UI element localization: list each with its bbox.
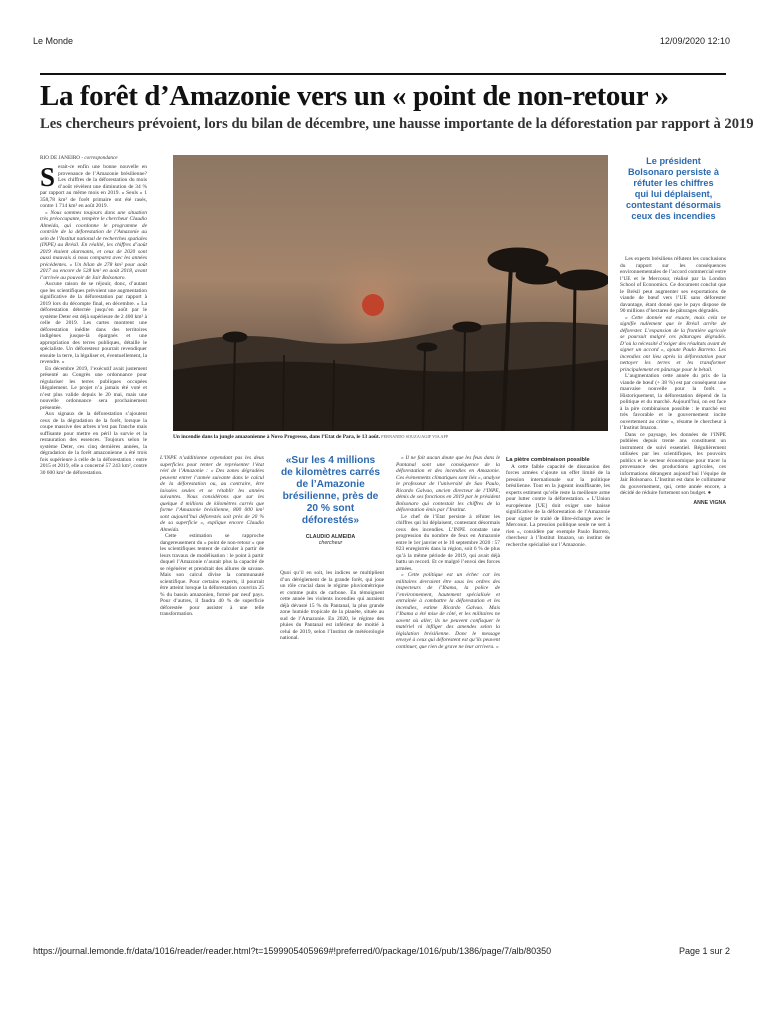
article-column-3 <box>396 455 500 754</box>
drop-cap: S <box>40 164 56 192</box>
article-column-2 <box>160 455 264 754</box>
paragraph: Dans ce paysage, les données de l’INPE publiées depuis trente ans constituent un instrument de suivi essentiel. Régulièrement utilisées par les scientifiques, les pouvoirs publics et le secteur économique pour tracer la provenance des productions agricoles, ces informations dérangent aujourd’hui l’équipe de Jair Bolsonaro. L’Institut est dans le collimateur du gouvernement, qui, cette année encore, a décidé de réduire fortement son budget. ● <box>620 431 726 496</box>
print-footer <box>33 946 730 958</box>
paragraph: « Il ne fait aucun doute que les feux dans le Pantanal sont une conséquence de la déforestation et des incendies en Amazonie. Ces évènements climatiques sont liés », analyse le professeur de l’université de Sao Paulo, Ricardo Galvao, ancien directeur de l’INPE, démis de ses fonctions en 2019 par le président Bolsonaro qui contestait les chiffres de la déforestation émis par l’Institut. <box>396 455 500 513</box>
top-rule <box>40 73 726 75</box>
caption-text: Un incendie dans la jungle amazonienne à Novo Progresso, dans l’Etat de Para, le 13 août. <box>173 434 381 440</box>
article-column-5 <box>620 256 726 754</box>
byline <box>40 155 118 161</box>
print-url: https://journal.lemonde.fr/data/1016/reader/reader.html?t=1599905405969#!preferred/0/package/1016/pub/1386/page/7/alb/80350 <box>33 946 552 956</box>
article-column-4 <box>506 455 610 754</box>
article-column-1 <box>40 164 147 754</box>
paragraph: erait-ce enfin une bonne nouvelle en provenance de l’Amazonie brésilienne? Les chiffres de la déforestation du mois d’août révèlent une diminution de 34 % par rapport au même mois en 2019. « Seuls » 1 358,78 km² de forêt primaire ont été rasés, contre 1 714 km² en août 2019. <box>40 164 147 209</box>
photo-credit: FERNANDO SOUZA/AGIF VIA AFP <box>380 434 449 439</box>
section-heading: La piètre combinaison possible <box>506 457 590 463</box>
byline-role: - correspondance <box>80 155 118 161</box>
print-page-number: Page 1 sur 2 <box>678 946 730 956</box>
paragraph: Aucune raison de se réjouir, donc, d’autant que les scientifiques prévoient une augmentation significative de la déforestation par rapport à 2019 lors du décompte final, en décembre. « La déforestation détectée jusqu’en août par le système Deter est déjà supérieure de 2 400 km² à celle de 2019. Les cartes montrent une déforestation inédite dans des territoires indigènes jusque-là épargnés et une appropriation des terres publiques, détaille le spécialiste. Un déforesteur pourrait revendiquer ensuite la terre, la légaliser et, éventuellement, la revendre. » <box>40 281 147 365</box>
paragraph: Cette estimation se rapproche dangereusement du « point de non-retour » que les scientifiques tentent de calculer à partir de leurs travaux de modélisation : le point à partir duquel l’Amazonie n’aurait plus la capacité de se régénérer et prendrait des allures de savane. Mais son calcul divise la communauté scientifique. Pour certains experts, il pourrait être atteint lorsque la déforestation couvrira 25 % du bassin amazonien, formé par neuf pays. Pour d’autres, il faudra 40 % de superficie déforestée pour assister à une telle transformation. <box>160 533 264 617</box>
paragraph: L’augmentation cette année du prix de la viande de bœuf (+ 38 %) est par conséquent une mauvaise nouvelle pour la forêt. « Historiquement, la déforestation dépend de la politique et du marché. Aujourd’hui, on est face à la pire combinaison possible : le marché est très favorable et le gouvernement incite ouvertement au crime », résume le chercheur à l’Institut Imazon. <box>620 373 726 431</box>
article-column-3a <box>280 570 384 754</box>
pull-quote <box>280 455 381 546</box>
sun <box>362 294 384 316</box>
article-subhead: Les chercheurs prévoient, lors du bilan de décembre, une hausse importante de la déforestation par rapport à 2019 <box>40 116 754 132</box>
byline-place: RIO DE JANEIRO <box>40 155 81 161</box>
paragraph: A cette faible capacité de dissuasion des forces armées s’ajoute un effet limité de la pression internationale sur la politique brésilienne. Tout en la jugeant insuffisante, les experts estiment qu’elle reste la meilleure arme pour lutter contre la déforestation. « L’Union européenne [UE] doit exiger une baisse significative de la déforestation de l’Amazonie pour signer le traité de libre-échange avec le Mercosur. La pression politique seule ne sert à rien », considère par exemple Paulo Barreto, chercheur à l’Institut Imazon, un institut de recherche spécialisé sur l’Amazonie. <box>506 463 610 548</box>
pull-quote-text: «Sur les 4 millions de kilomètres carrés de l’Amazonie brésilienne, près de 20 % sont déforestés» <box>280 455 381 526</box>
paragraph: Quoi qu’il en soit, les indices se multiplient d’un dérèglement de la grande forêt, qui joue un rôle crucial dans le régime pluviométrique et comme puits de carbone. En témoignent cette année les violents incendies qui auraient déjà dévasté 15 % du Pantanal, la plus grande zone humide tropicale de la planète, située au sud de l’Amazonie. En 2020, le régime des pluies du Pantanal est inférieur de moitié à celui de 2019, selon l’Institut de météorologie national. <box>280 570 384 641</box>
newspaper-page <box>40 70 754 754</box>
print-header <box>33 36 730 48</box>
forest-fire-photo <box>173 155 608 431</box>
paragraph: « Cette politique est un échec car les militaires devraient être sous les ordres des inspecteurs de l’Ibama, la police de l’environnement, hautement spécialisée et entraînée à combattre la déforestation et les incendies, estime Ricardo Galvao. Mais l’Ibama a été mise de côté, et les militaires ne savent où aller, ils ne peuvent confisquer le matériel ni infliger des amendes selon la législation brésilienne. Donc le message envoyé à ceux qui déforestent est qu’ils peuvent continuer, que rien de grave ne leur arrivera. » <box>396 572 500 650</box>
photo-caption <box>173 434 613 440</box>
sidebar-quote: Le président Bolsonaro persiste à réfuter les chiffres qui lui déplaisent, contestant désormais ceux des incendies <box>626 156 721 221</box>
print-source: Le Monde <box>33 36 74 46</box>
paragraph: « Cette donnée est exacte, mais cela ne signifie nullement que le Brésil arrête de déforester. L’expansion de la frontière agricole se poursuit malgré ces pâturages dégradés. D’où la nécessité d’exiger des résultats avant de signer un accord », ajoute Paulo Barreto. Les incendies ont lieu après la déforestation pour nettoyer les terres et les transformer principalement en pâturage pour le bétail. <box>620 314 726 373</box>
author-signature: ANNE VIGNA <box>693 499 726 506</box>
paragraph: L’INPE n’additionne cependant pas les deux superficies pour tenter de représenter l’état réel de l’Amazonie : « Des zones dégradées peuvent entrer l’année suivante dans le calcul de la déforestation ou, au contraire, être laissées seules et se rétablir les années suivantes. Nous considérons que sur les quelque 4 millions de kilomètres carrés que forme l’Amazonie brésilienne, 800 000 km² sont aujourd’hui déforestés soit près de 20 % de sa superficie », explique encore Claudio Almeida. <box>160 455 264 533</box>
pull-quote-role: chercheur <box>318 540 343 546</box>
paragraph: « Nous sommes toujours dans une situation très préoccupante, tempère le chercheur Claudio Almeida, qui coordonne le programme de contrôle de la déforestation de l’Amazonie au sein de l’Institut national de recherches spatiales (INPE) au Brésil. En réalité, les chiffres d’août 2019 étaient alarmants, et ceux de 2020 sont aussi mauvais si nous comparez avec les années précédentes. » Un bilan de 278 km² pour août 2017 ou encore de 528 km² en août 2018, avant l’arrivée au pouvoir de Jair Bolsonaro. <box>40 209 147 281</box>
pull-quote-author: CLAUDIO ALMEIDA <box>305 534 356 540</box>
paragraph: Les experts brésiliens réfutent les conclusions du rapport sur les conséquences environnementales de l’accord commercial entre l’UE et le Mercosur, réalisé par la London School of Economics. Ce document conclut que le Brésil peut augmenter ses exportations de viande de bœuf vers l’UE sans déforester davantage, étant donné que le pays dispose de 90 millions d’hectares de pâturages dégradés. <box>620 256 726 314</box>
paragraph: Aux signaux de la déforestation s’ajoutent ceux de la dégradation de la forêt, lorsque la coupe massive des arbres n’est pas franche mais suffisante pour mettre en péril la survie et la restauration des essences. Toujours selon le système Deter, ces cinq dernières années, la dégradation de la forêt amazonienne a été trois fois supérieure à celle de la déforestation : entre 2015 et 2019, elle a concerné 57 243 km², contre 30 600 km² de déforestation. <box>40 411 147 476</box>
article-photo <box>173 155 608 431</box>
paragraph: Le chef de l’Etat persiste à réfuter les chiffres qui lui déplaisent, contestant désormais ceux des incendies. L’INPE constate une progression du nombre de feux en Amazonie entre le 1er janvier et le 10 septembre 2020 : 57 823 enregistrés dans la région, soit 6 % de plus qu’à la même période de 2019, qui avait déjà battu un record. Et ce malgré l’envoi des forces armées. <box>396 513 500 572</box>
paragraph: En décembre 2019, l’exécutif avait justement présenté au Congrès une ordonnance pour régulariser les terres publiques occupées illégalement. Le projet n’a jamais été voté et n’est plus valide depuis le 20 mai, mais une nouvelle ordonnance sera prochainement présentée. <box>40 365 147 411</box>
print-datetime: 12/09/2020 12:10 <box>659 36 730 46</box>
article-headline: La forêt d’Amazonie vers un « point de non-retour » <box>40 80 669 112</box>
